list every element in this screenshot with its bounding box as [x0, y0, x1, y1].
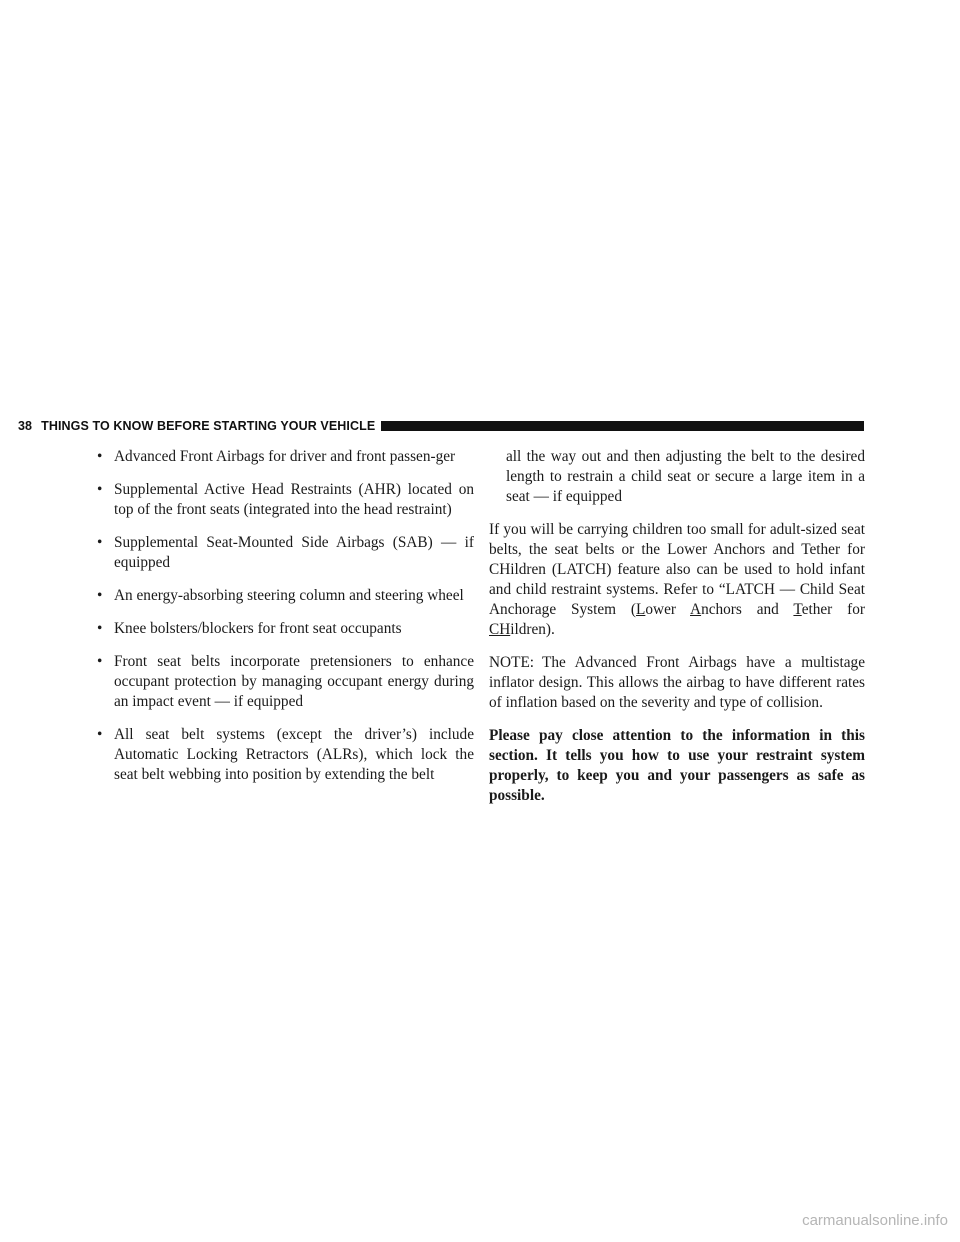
bullet-text: Supplemental Active Head Restraints (AHR) located on top of the front seats (integrated into the head restraint)	[114, 481, 474, 518]
bullet-dot: •	[97, 448, 103, 465]
bullet-dot: •	[97, 481, 103, 498]
watermark: carmanualsonline.info	[802, 1212, 948, 1229]
bullet-item	[97, 533, 474, 573]
bullet-item	[97, 447, 474, 467]
note-label: NOTE:	[489, 654, 535, 671]
bullet-item	[97, 586, 474, 606]
bullet-text: An energy-absorbing steering column and steering wheel	[114, 587, 464, 604]
bullet-continuation: all the way out and then adjusting the belt to the desired length to restrain a child seat or secure a large item in a seat — if equipped	[506, 448, 865, 505]
bullet-text: Front seat belts incorporate pretensioners to enhance occupant protection by managing occupant energy during an impact event — if equipped	[114, 653, 474, 710]
bullet-dot: •	[97, 534, 103, 551]
latch-letter-a: A	[690, 601, 702, 618]
page-header	[18, 418, 864, 434]
note-text: The Advanced Front Airbags have a multistage inflator design. This allows the airbag to have different rates of inflation based on the severity and type of collision.	[489, 654, 865, 711]
latch-letter-l: L	[636, 601, 646, 618]
bullet-text: Supplemental Seat-Mounted Side Airbags (SAB) — if equipped	[114, 534, 474, 571]
bullet-item	[97, 652, 474, 712]
header-rule	[381, 421, 864, 431]
latch-text: nchors and	[701, 601, 794, 618]
section-title: THINGS TO KNOW BEFORE STARTING YOUR VEHICLE	[41, 419, 376, 433]
note-paragraph	[489, 653, 865, 713]
bullet-dot: •	[97, 587, 103, 604]
bullet-dot: •	[97, 726, 103, 743]
bullet-dot: •	[97, 620, 103, 637]
latch-paragraph	[489, 520, 865, 640]
warning-paragraph: Please pay close attention to the information in this section. It tells you how to use your restraint system properly, to keep you and your passengers as safe as possible.	[489, 727, 865, 804]
left-column	[97, 447, 474, 798]
bullet-dot: •	[97, 653, 103, 670]
page-number: 38	[18, 419, 33, 433]
bullet-item	[97, 619, 474, 639]
latch-text: If you will be carrying children too small for adult-sized seat belts, the seat belts or the Lower Anchors and Tether for CHildren (LATCH) feature also can be used to hold infant and child restraint systems. Refer to “LATCH — Child Seat Anchorage System (	[489, 521, 865, 618]
bullet-item	[97, 725, 474, 785]
bullet-item	[97, 480, 474, 520]
bullet-text: Advanced Front Airbags for driver and front passen-ger	[114, 448, 456, 465]
latch-text: ether for	[801, 601, 865, 618]
latch-text: ower	[645, 601, 690, 618]
latch-letter-ch: CH	[489, 621, 511, 638]
right-column	[489, 447, 865, 806]
latch-letter-t: T	[793, 601, 802, 618]
latch-text: ildren).	[510, 621, 555, 638]
bullet-text: All seat belt systems (except the driver’s) include Automatic Locking Retractors (ALRs), which lock the seat belt webbing into position by extending the belt	[114, 726, 474, 783]
bullet-text: Knee bolsters/blockers for front seat occupants	[114, 620, 402, 637]
